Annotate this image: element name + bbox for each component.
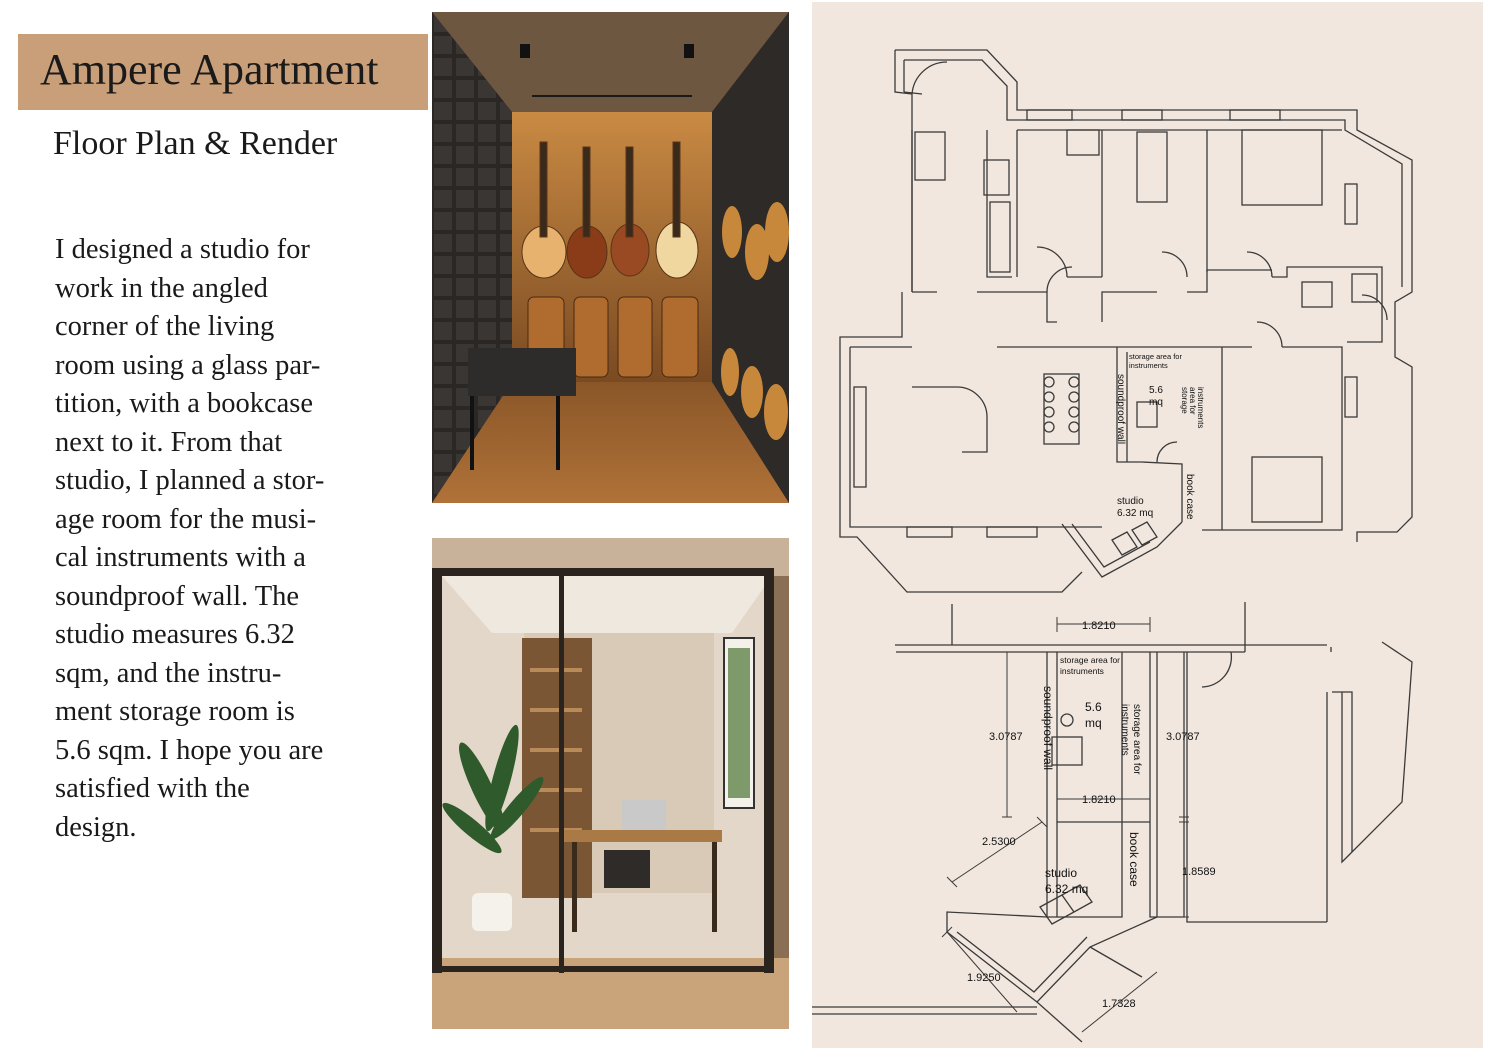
side-storage-label: storage <box>1180 387 1189 414</box>
description-line: next to it. From that <box>55 426 283 458</box>
storage-area-label: storage area for <box>1129 352 1182 361</box>
bookcase-label: book case <box>1127 832 1141 887</box>
dimension-label: 1.9250 <box>967 972 1001 984</box>
description-line: studio measures 6.32 <box>55 619 295 650</box>
dimension-label: 2.5300 <box>982 836 1016 848</box>
description-line: satisfied with the <box>55 773 250 804</box>
description-line: cal instruments with a <box>55 542 306 573</box>
side-storage-label: area for <box>1188 387 1197 415</box>
studio-area-label: 6.32 mq <box>1117 508 1154 519</box>
page-subtitle: Floor Plan & Render <box>53 125 338 162</box>
dimension-label: 3.0787 <box>989 731 1023 743</box>
description-line: age room for the musi- <box>55 503 317 535</box>
page-title: Ampere Apartment <box>40 45 379 94</box>
dimension-label: 1.8210 <box>1082 620 1116 632</box>
dimension-label: 1.8210 <box>1082 794 1116 806</box>
description-line: I designed a studio for <box>55 234 310 265</box>
description-line: soundproof wall. The <box>55 580 300 612</box>
storage-area-unit: mq <box>1149 397 1163 408</box>
description-line: tition, with a bookcase <box>55 388 314 419</box>
studio-render <box>432 538 789 1029</box>
description-line: corner of the living <box>55 311 275 342</box>
description-line: room using a glass par- <box>55 349 321 381</box>
dimension-label: 1.7328 <box>1102 998 1136 1010</box>
side-storage-label: instruments <box>1196 387 1205 429</box>
side-storage-label: storage area for <box>1131 704 1142 775</box>
studio-label: studio <box>1117 496 1144 507</box>
storage-area-value: 5.6 <box>1085 700 1102 714</box>
storage-area-label: instruments <box>1129 361 1168 370</box>
detail-floor-plan <box>812 602 1412 1042</box>
storage-area-label: instruments <box>1060 666 1104 676</box>
soundproof-wall-label: soundproof wall <box>1115 374 1126 445</box>
description-line: studio, I planned a stor- <box>55 465 325 496</box>
storage-area-label: storage area for <box>1060 655 1121 665</box>
studio-label: studio <box>1045 866 1078 880</box>
instrument-storage-render <box>432 12 789 503</box>
floor-plan-panel <box>812 2 1483 1048</box>
description-line: 5.6 sqm. I hope you are <box>55 734 324 766</box>
description-line: work in the angled <box>55 272 268 304</box>
soundproof-wall-label: soundproof wall <box>1041 686 1055 771</box>
description-line: ment storage room is <box>55 696 295 727</box>
bookcase-label: book case <box>1184 474 1195 520</box>
storage-area-unit: mq <box>1085 716 1102 730</box>
description-line: sqm, and the instru- <box>55 657 282 689</box>
studio-area-label: 6.32 mq <box>1045 882 1089 896</box>
description-line: design. <box>55 811 137 843</box>
side-storage-label: instruments <box>1119 704 1130 756</box>
project-description <box>55 231 410 847</box>
dimension-label: 1.8589 <box>1182 866 1216 878</box>
dimension-label: 3.0787 <box>1166 731 1200 743</box>
storage-area-value: 5.6 <box>1149 385 1163 396</box>
